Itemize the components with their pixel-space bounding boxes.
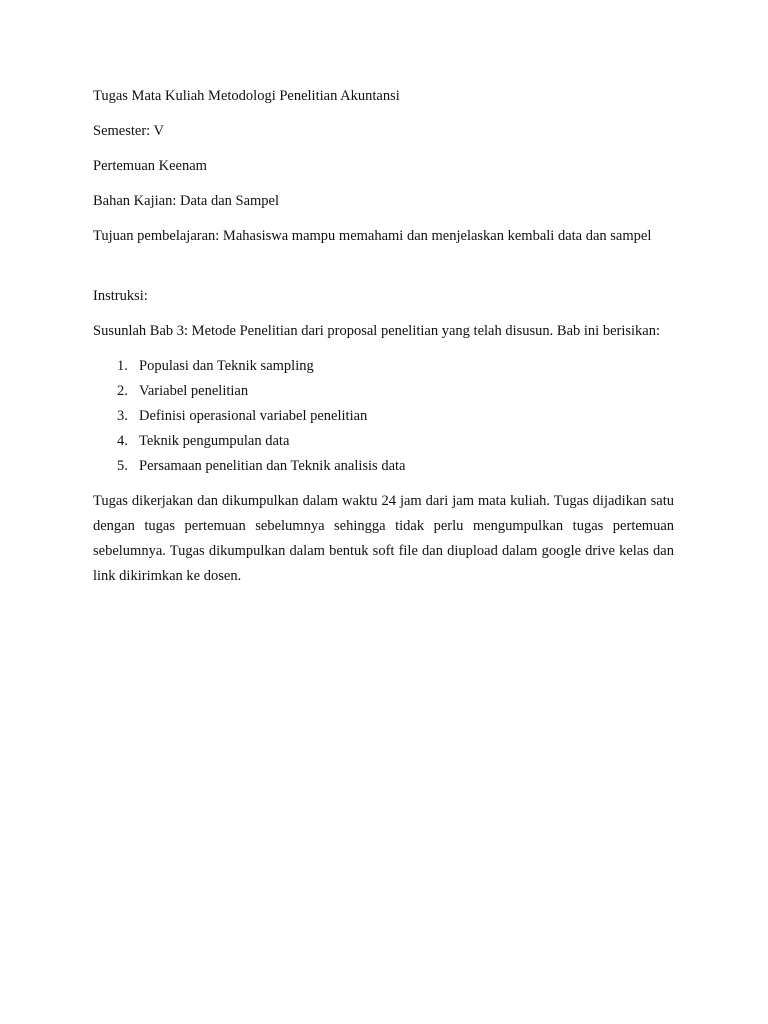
list-item-text: Populasi dan Teknik sampling (139, 358, 314, 374)
list-item-text: Definisi operasional variabel penelitian (139, 408, 368, 424)
requirements-list (93, 354, 674, 479)
list-item-text: Variabel penelitian (139, 383, 249, 399)
list-item-number: 2. (117, 383, 128, 399)
list-item-number: 1. (117, 358, 128, 374)
closing-paragraph: Tugas dikerjakan dan dikumpulkan dalam waktu 24 jam dari jam mata kuliah. Tugas dijadikan satu dengan tugas pertemuan sebelumnya sehingga tidak perlu mengumpulkan tugas pertemuan sebelumnya. Tugas dikumpulkan dalam bentuk soft file dan diupload dalam google drive kelas dan link dikirimkan ke dosen. (93, 493, 674, 584)
instructions-intro: Susunlah Bab 3: Metode Penelitian dari proposal penelitian yang telah disusun. Bab ini berisikan: (93, 323, 661, 339)
list-item-text: Teknik pengumpulan data (139, 433, 290, 449)
meeting-line: Pertemuan Keenam (93, 158, 207, 174)
list-item-text: Persamaan penelitian dan Teknik analisis data (139, 458, 406, 474)
list-item-number: 3. (117, 408, 128, 424)
document-title: Tugas Mata Kuliah Metodologi Penelitian Akuntansi (93, 88, 400, 104)
list-item (93, 354, 674, 379)
blank-line (93, 259, 674, 284)
semester-line: Semester: V (93, 123, 165, 139)
topic-line: Bahan Kajian: Data dan Sampel (93, 193, 280, 209)
document-page (93, 84, 674, 599)
list-item-number: 4. (117, 433, 128, 449)
list-item (93, 429, 674, 454)
list-item-number: 5. (117, 458, 128, 474)
objective-paragraph: Tujuan pembelajaran: Mahasiswa mampu memahami dan menjelaskan kembali data dan sampel (93, 228, 652, 244)
list-item (93, 379, 674, 404)
list-item (93, 404, 674, 429)
instructions-heading: Instruksi: (93, 288, 148, 304)
list-item (93, 454, 674, 479)
